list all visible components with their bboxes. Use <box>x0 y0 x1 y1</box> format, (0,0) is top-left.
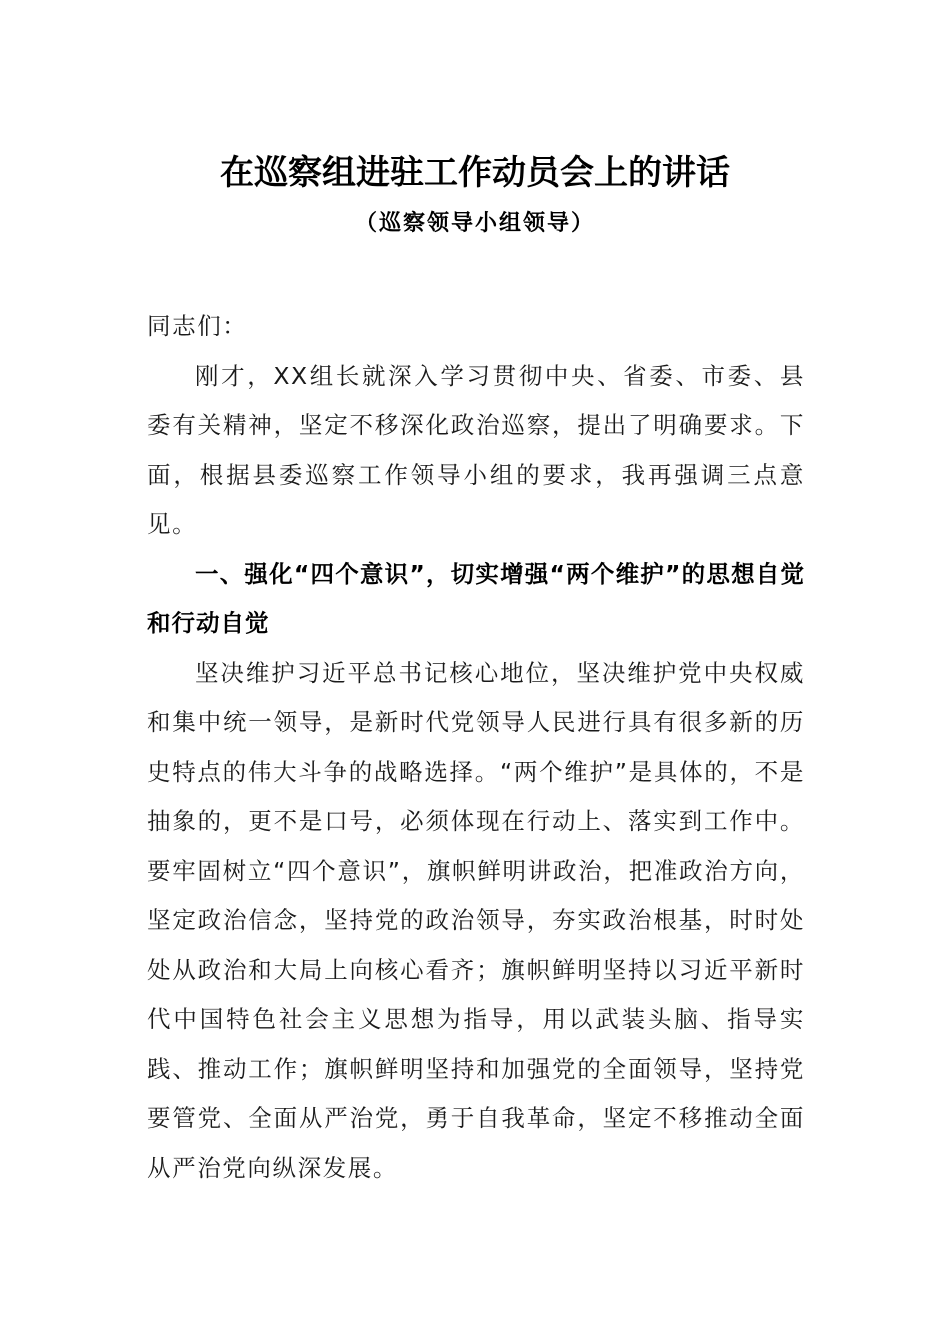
document-subtitle: （巡察领导小组领导） <box>354 211 595 236</box>
document-title: 在巡察组进驻工作动员会上的讲话 <box>220 153 730 193</box>
section-1-heading: 一、强化“四个意识”，切实增强“两个维护”的思想自觉和行动自觉 <box>147 559 805 637</box>
salutation: 同志们： <box>147 312 248 340</box>
intro-paragraph: 刚才，XX组长就深入学习贯彻中央、省委、市委、县委有关精神，坚定不移深化政治巡察，提出了明确要求。下面，根据县委巡察工作领导小组的要求，我再强调三点意见。 <box>147 361 805 538</box>
section-1-paragraph: 坚决维护习近平总书记核心地位，坚决维护党中央权威和集中统一领导，是新时代党领导人民进行具有很多新的历史特点的伟大斗争的战略选择。“两个维护”是具体的，不是抽象的，更不是口号，必须体现在行动上、落实到工作中。要牢固树立“四个意识”，旗帜鲜明讲政治，把准政治方向，坚定政治信念，坚持党的政治领导，夯实政治根基，时时处处从政治和大局上向核心看齐；旗帜鲜明坚持以习近平新时代中国特色社会主义思想为指导，用以武装头脑、指导实践、推动工作；旗帜鲜明坚持和加强党的全面领导，坚持党要管党、全面从严治党，勇于自我革命，坚定不移推动全面从严治党向纵深发展。 <box>147 658 805 1182</box>
document-body <box>147 302 805 1193</box>
